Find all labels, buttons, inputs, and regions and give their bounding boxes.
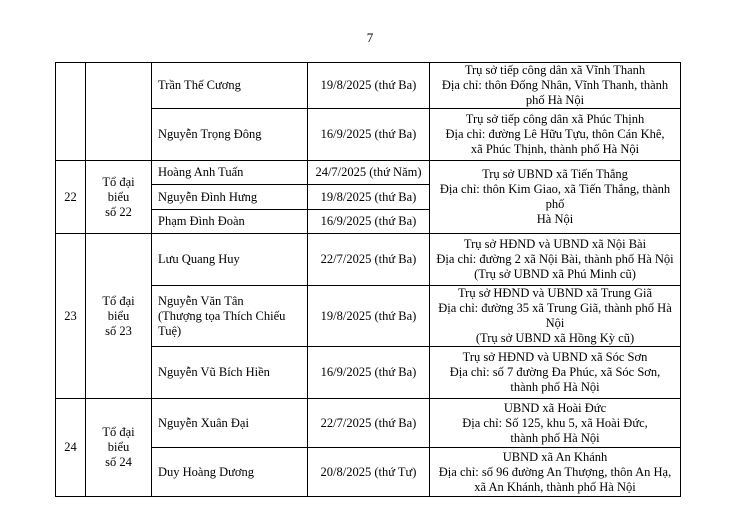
name-cell <box>152 286 308 347</box>
place-line: Trụ sở HĐND và UBND xã Nội Bài <box>463 237 647 251</box>
place-cell <box>430 347 681 399</box>
group-line: số 24 <box>105 455 132 469</box>
place-line: xã An Khánh, thành phố Hà Nội <box>474 479 636 494</box>
place-cell <box>430 161 681 234</box>
place-line: Địa chỉ: thôn Đống Nhân, Vĩnh Thanh, thành phố Hà Nội <box>441 78 669 107</box>
place-line: UBND xã Hoài Đức <box>503 400 607 415</box>
place-line: Địa chỉ: đường 2 xã Nội Bài, thành phố Hà Nội <box>436 252 674 266</box>
name-cell: Nguyễn Xuân Đại <box>152 399 308 448</box>
table-row <box>56 399 681 448</box>
page-number: 7 <box>366 30 374 45</box>
table-row <box>56 63 681 109</box>
place-line: Địa chỉ: số 96 đường An Thượng, thôn An Hạ, <box>438 464 672 479</box>
group-name <box>86 161 152 234</box>
row-number: 23 <box>56 234 86 399</box>
place-line: Trụ sở UBND xã Tiến Thắng <box>482 167 628 181</box>
place-cell <box>430 399 681 448</box>
place-line: Địa chỉ: đường 35 xã Trung Giã, thành phố Hà Nội <box>438 301 672 330</box>
date-cell: 20/8/2025 (thứ Tư) <box>308 448 430 497</box>
name-cell: Phạm Đình Đoàn <box>152 210 308 234</box>
date-cell: 24/7/2025 (thứ Năm) <box>308 161 430 185</box>
date-cell: 19/8/2025 (thứ Ba) <box>308 63 430 109</box>
place-line: thành phố Hà Nội <box>510 380 600 394</box>
date-cell: 19/8/2025 (thứ Ba) <box>308 185 430 210</box>
date-cell: 16/9/2025 (thứ Ba) <box>308 347 430 399</box>
date-cell: 22/7/2025 (thứ Ba) <box>308 399 430 448</box>
place-line: (Trụ sở UBND xã Hồng Kỳ cũ) <box>475 331 635 345</box>
name-cell: Nguyễn Vũ Bích Hiền <box>152 347 308 399</box>
name-line: (Thượng tọa Thích Chiếu Tuệ) <box>158 308 286 338</box>
name-cell: Nguyễn Trọng Đông <box>152 109 308 161</box>
date-cell: 16/9/2025 (thứ Ba) <box>308 210 430 234</box>
name-cell: Trần Thế Cương <box>152 63 308 109</box>
name-line: Nguyễn Văn Tân <box>158 293 244 308</box>
date-cell: 16/9/2025 (thứ Ba) <box>308 109 430 161</box>
place-cell <box>430 63 681 109</box>
date-cell: 19/8/2025 (thứ Ba) <box>308 286 430 347</box>
place-line: Địa chỉ: Số 125, khu 5, xã Hoài Đức, <box>462 415 648 430</box>
row-number: 22 <box>56 161 86 234</box>
row-number: 24 <box>56 399 86 497</box>
place-line: Địa chỉ: thôn Kim Giao, xã Tiến Thắng, thành phố <box>439 182 671 211</box>
name-cell: Lưu Quang Huy <box>152 234 308 286</box>
place-cell <box>430 234 681 286</box>
group-line: số 23 <box>105 323 132 338</box>
place-line: Trụ sở HĐND và UBND xã Sóc Sơn <box>462 350 648 364</box>
table-row <box>56 234 681 286</box>
name-cell: Duy Hoàng Dương <box>152 448 308 497</box>
place-cell <box>430 109 681 161</box>
place-cell <box>430 286 681 347</box>
group-line: Tổ đại biểu <box>102 425 135 454</box>
place-line: Trụ sở tiếp công dân xã Phúc Thịnh <box>465 112 645 126</box>
group-line: số 22 <box>105 204 132 219</box>
table-row <box>56 161 681 185</box>
date-cell: 22/7/2025 (thứ Ba) <box>308 234 430 286</box>
place-line: xã Phúc Thịnh, thành phố Hà Nội <box>470 142 640 156</box>
name-cell: Nguyễn Đình Hưng <box>152 185 308 210</box>
place-cell <box>430 448 681 497</box>
group-name <box>86 399 152 497</box>
place-line: Trụ sở tiếp công dân xã Vĩnh Thanh <box>464 63 646 77</box>
group-line: Tổ đại biểu <box>102 293 135 323</box>
name-cell: Hoàng Anh Tuấn <box>152 161 308 185</box>
no-cell-empty <box>56 63 86 161</box>
place-line: Trụ sở HĐND và UBND xã Trung Giã <box>457 286 652 300</box>
group-name <box>86 234 152 399</box>
place-line: Địa chỉ: số 7 đường Đa Phúc, xã Sóc Sơn, <box>449 365 661 379</box>
place-line: Hà Nội <box>536 212 574 226</box>
place-line: thành phố Hà Nội <box>510 430 600 445</box>
group-cell-empty <box>86 63 152 161</box>
group-line: Tổ đại biểu <box>102 174 135 204</box>
schedule-table <box>55 62 681 497</box>
place-line: UBND xã An Khánh <box>502 449 608 464</box>
place-line: (Trụ sở UBND xã Phú Minh cũ) <box>474 267 636 281</box>
place-line: Địa chỉ: đường Lê Hữu Tựu, thôn Cán Khê, <box>445 127 665 141</box>
